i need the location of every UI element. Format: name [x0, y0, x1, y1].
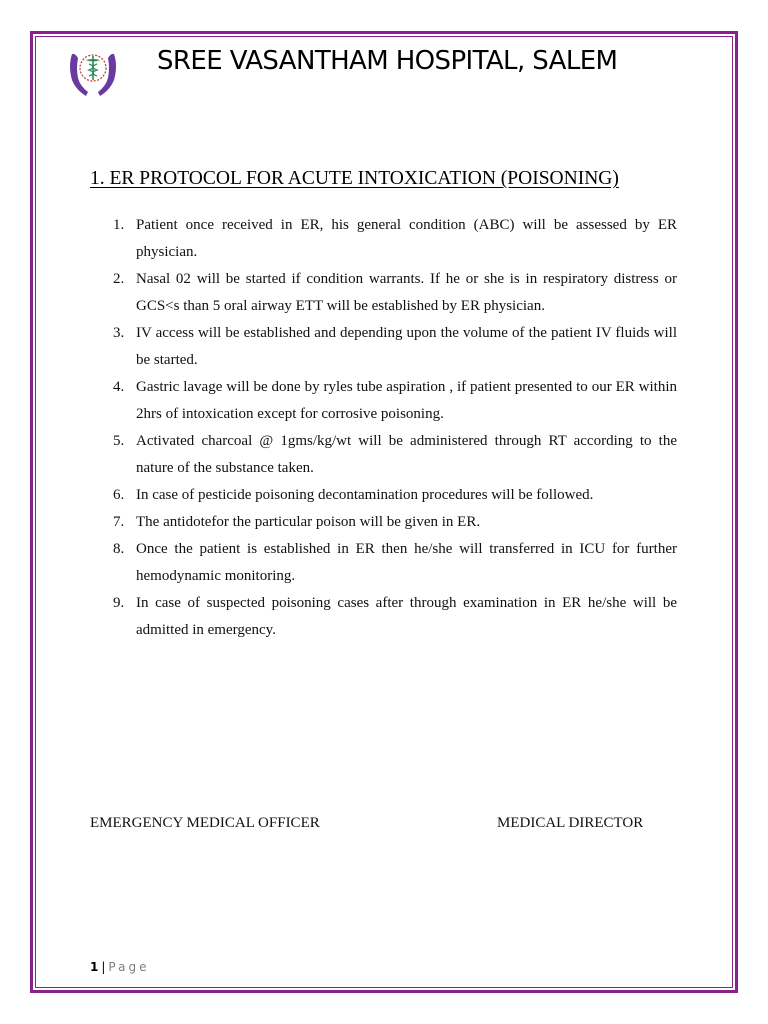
protocol-item: [90, 536, 677, 590]
section-title: 1. ER PROTOCOL FOR ACUTE INTOXICATION (POISONING): [90, 168, 619, 189]
protocol-item: [90, 374, 677, 428]
protocol-item-text: IV access will be established and depending upon the volume of the patient IV fluids will be started.: [136, 325, 677, 368]
protocol-item-text: Once the patient is established in ER then he/she will transferred in ICU for further hemodynamic monitoring.: [136, 541, 677, 584]
protocol-item-number: 5.: [113, 433, 125, 449]
protocol-item-number: 6.: [113, 487, 125, 503]
protocol-item-number: 2.: [113, 271, 125, 287]
protocol-item-number: 3.: [113, 325, 125, 341]
protocol-item: [90, 482, 677, 509]
footer-separator: |: [101, 960, 106, 974]
protocol-item-number: 7.: [113, 514, 125, 530]
protocol-item-text: In case of suspected poisoning cases after through examination in ER he/she will be admitted in emergency.: [136, 595, 677, 638]
protocol-item-number: 1.: [113, 217, 125, 233]
caduceus-in-hands-logo: [64, 44, 122, 100]
protocol-item-number: 4.: [113, 379, 125, 395]
protocol-item: [90, 320, 677, 374]
protocol-item-text: Activated charcoal @ 1gms/kg/wt will be administered through RT according to the nature of the substance taken.: [136, 433, 677, 476]
protocol-item-number: 8.: [113, 541, 125, 557]
protocol-item: [90, 590, 677, 644]
protocol-item: [90, 266, 677, 320]
protocol-item-text: Nasal 02 will be started if condition warrants. If he or she is in respiratory distress or GCS<s than 5 oral airway ETT will be established by ER physician.: [136, 271, 677, 314]
protocol-list: [90, 212, 677, 644]
page-footer: [90, 960, 149, 974]
protocol-item: [90, 509, 677, 536]
protocol-item: [90, 428, 677, 482]
protocol-item-number: 9.: [113, 595, 125, 611]
page-number: 1: [90, 960, 99, 974]
protocol-item: [90, 212, 677, 266]
protocol-item-text: In case of pesticide poisoning decontamination procedures will be followed.: [136, 487, 594, 503]
protocol-item-text: Patient once received in ER, his general condition (ABC) will be assessed by ER physician.: [136, 217, 677, 260]
protocol-item-text: The antidotefor the particular poison will be given in ER.: [136, 514, 481, 530]
protocol-item-text: Gastric lavage will be done by ryles tube aspiration , if patient presented to our ER within 2hrs of intoxication except for corrosive poisoning.: [136, 379, 677, 422]
page-label: Page: [108, 960, 150, 974]
signature-medical-director: MEDICAL DIRECTOR: [497, 815, 644, 831]
signature-emergency-medical-officer: EMERGENCY MEDICAL OFFICER: [90, 815, 320, 831]
hospital-name: SREE VASANTHAM HOSPITAL, SALEM: [157, 46, 618, 76]
